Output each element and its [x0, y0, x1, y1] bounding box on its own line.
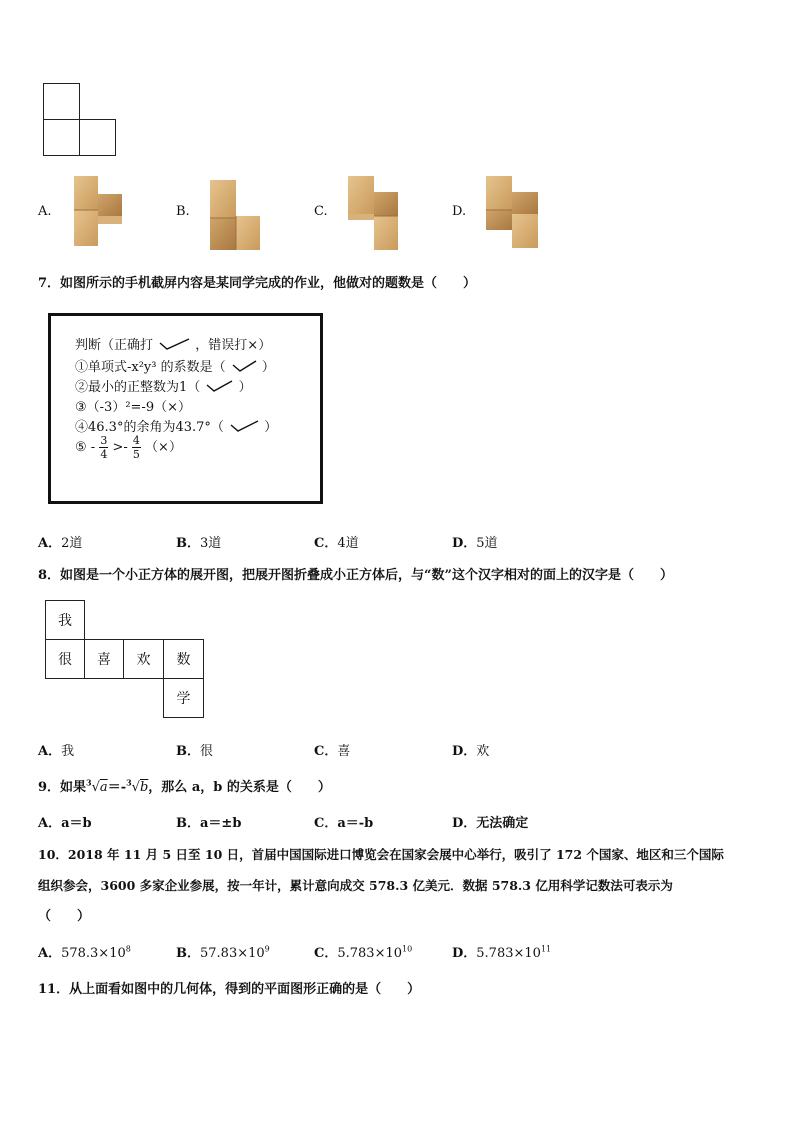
cube-root-index: 3	[126, 777, 132, 788]
screen-line-4-text: ④46.3°的余角为43.7°（	[75, 420, 224, 435]
q7-option-a[interactable]: A．2道	[38, 536, 83, 551]
check-mark-icon	[204, 379, 234, 393]
q8-option-b[interactable]: B．很	[176, 744, 214, 759]
fraction-3-4	[99, 434, 108, 461]
q9-option-a[interactable]: A．a＝b	[38, 816, 92, 831]
q7-phone-screenshot	[48, 313, 323, 504]
wooden-cubes-option-b-image	[206, 176, 262, 254]
screen-line-5-mid: >-	[112, 440, 128, 455]
wooden-cubes-option-d-image	[482, 172, 542, 252]
q10-question-line-3: （ ）	[38, 909, 91, 924]
net-face-hen: 很	[45, 639, 85, 679]
screen-line-4	[75, 416, 277, 435]
q10-question-line-1: 10．2018 年 11 月 5 日至 10 日，首届中国国际进口博览会在国家会展中心举行，吸引了 172 个国家、地区和三个国际	[38, 847, 724, 862]
q9-question	[38, 776, 331, 795]
q11-question: 11．从上面看如图中的几何体，得到的平面图形正确的是（ ）	[38, 982, 421, 997]
q7-option-b[interactable]: B．3道	[176, 536, 222, 551]
fraction-denominator: 5	[132, 448, 140, 461]
fraction-4-5	[132, 434, 141, 461]
q6-option-c-letter[interactable]: C.	[314, 204, 328, 219]
net-face-huan: 欢	[123, 639, 164, 679]
q8-option-d[interactable]: D．欢	[452, 744, 490, 759]
screen-line-5-tail: （×）	[145, 440, 182, 455]
q10-option-d[interactable]: D．$5.783\times 10^{11}$	[452, 944, 552, 961]
q8-option-c[interactable]: C．喜	[314, 744, 351, 759]
fraction-denominator: 4	[100, 448, 108, 461]
q9-option-c[interactable]: C．a＝-b	[314, 816, 374, 831]
q9-option-d[interactable]: D．无法确定	[452, 816, 529, 831]
cube-root-index: 3	[86, 777, 92, 788]
screen-line-2-tail: ）	[238, 380, 252, 395]
square-cell	[43, 119, 80, 156]
q6-option-d-letter[interactable]: D.	[452, 204, 467, 219]
square-cell	[79, 119, 116, 156]
radical-sign-icon: √	[131, 780, 140, 795]
screen-line-2-text: ②最小的正整数为1（	[75, 380, 201, 395]
q10-option-a[interactable]: A．$578.3\times 10^8$	[38, 944, 131, 961]
q7-option-d[interactable]: D．5道	[452, 536, 498, 551]
fraction-numerator: 3	[100, 434, 108, 447]
screen-title: 判断（正确打	[75, 338, 154, 353]
radicand-a: a	[99, 780, 108, 795]
q8-option-a[interactable]: A．我	[38, 744, 75, 759]
screen-line-1-text: ①单项式-x²y³ 的系数是（	[75, 360, 226, 375]
net-face-xue: 学	[163, 678, 204, 718]
radicand-b: b	[139, 780, 149, 795]
fraction-numerator: 4	[132, 434, 140, 447]
screen-line-1	[75, 356, 275, 375]
q6-option-b-letter[interactable]: B.	[176, 204, 190, 219]
q7-option-c[interactable]: C．4道	[314, 536, 359, 551]
check-mark-icon	[228, 419, 260, 433]
net-face-xi: 喜	[84, 639, 124, 679]
screen-line-1-tail: ）	[261, 360, 275, 375]
screen-title-line	[75, 334, 271, 353]
check-mark-icon	[157, 337, 191, 351]
q9-suffix: ，那么 a，b 的关系是（ ）	[148, 780, 331, 795]
net-face-wo: 我	[45, 600, 85, 640]
q9-prefix: 9．如果	[38, 780, 87, 795]
screen-line-5	[75, 434, 182, 461]
screen-title-tail: ，错误打×）	[195, 338, 272, 353]
wooden-cubes-option-c-image	[344, 172, 402, 254]
q9-option-b[interactable]: B．a＝±b	[176, 816, 242, 831]
screen-line-4-tail: ）	[264, 420, 278, 435]
square-cell	[43, 83, 80, 120]
net-face-shu: 数	[163, 639, 204, 679]
screen-line-3: ③（-3）²=-9（×）	[75, 400, 191, 415]
q10-option-b[interactable]: B．$57.83\times 10^9$	[176, 944, 270, 961]
wooden-cubes-option-a-image	[70, 172, 126, 250]
screen-line-5-prefix: ⑤ -	[75, 440, 96, 455]
screen-line-2	[75, 376, 252, 395]
check-mark-icon	[230, 359, 258, 373]
q10-option-c[interactable]: C．$5.783\times 10^{10}$	[314, 944, 413, 961]
q7-question: 7．如图所示的手机截屏内容是某同学完成的作业，他做对的题数是（ ）	[38, 276, 477, 291]
q9-equals-minus: ＝-	[107, 780, 127, 795]
q8-question: 8．如图是一个小正方体的展开图，把展开图折叠成小正方体后，与“数”这个汉字相对的面上的汉字是（ ）	[38, 568, 674, 583]
radical-sign-icon: √	[91, 780, 100, 795]
q10-question-line-2: 组织参会，3600 多家企业参展，按一年计，累计意向成交 578.3 亿美元．数据 578.3 亿用科学记数法可表示为	[38, 878, 673, 893]
q6-option-a-letter[interactable]: A.	[38, 204, 52, 219]
